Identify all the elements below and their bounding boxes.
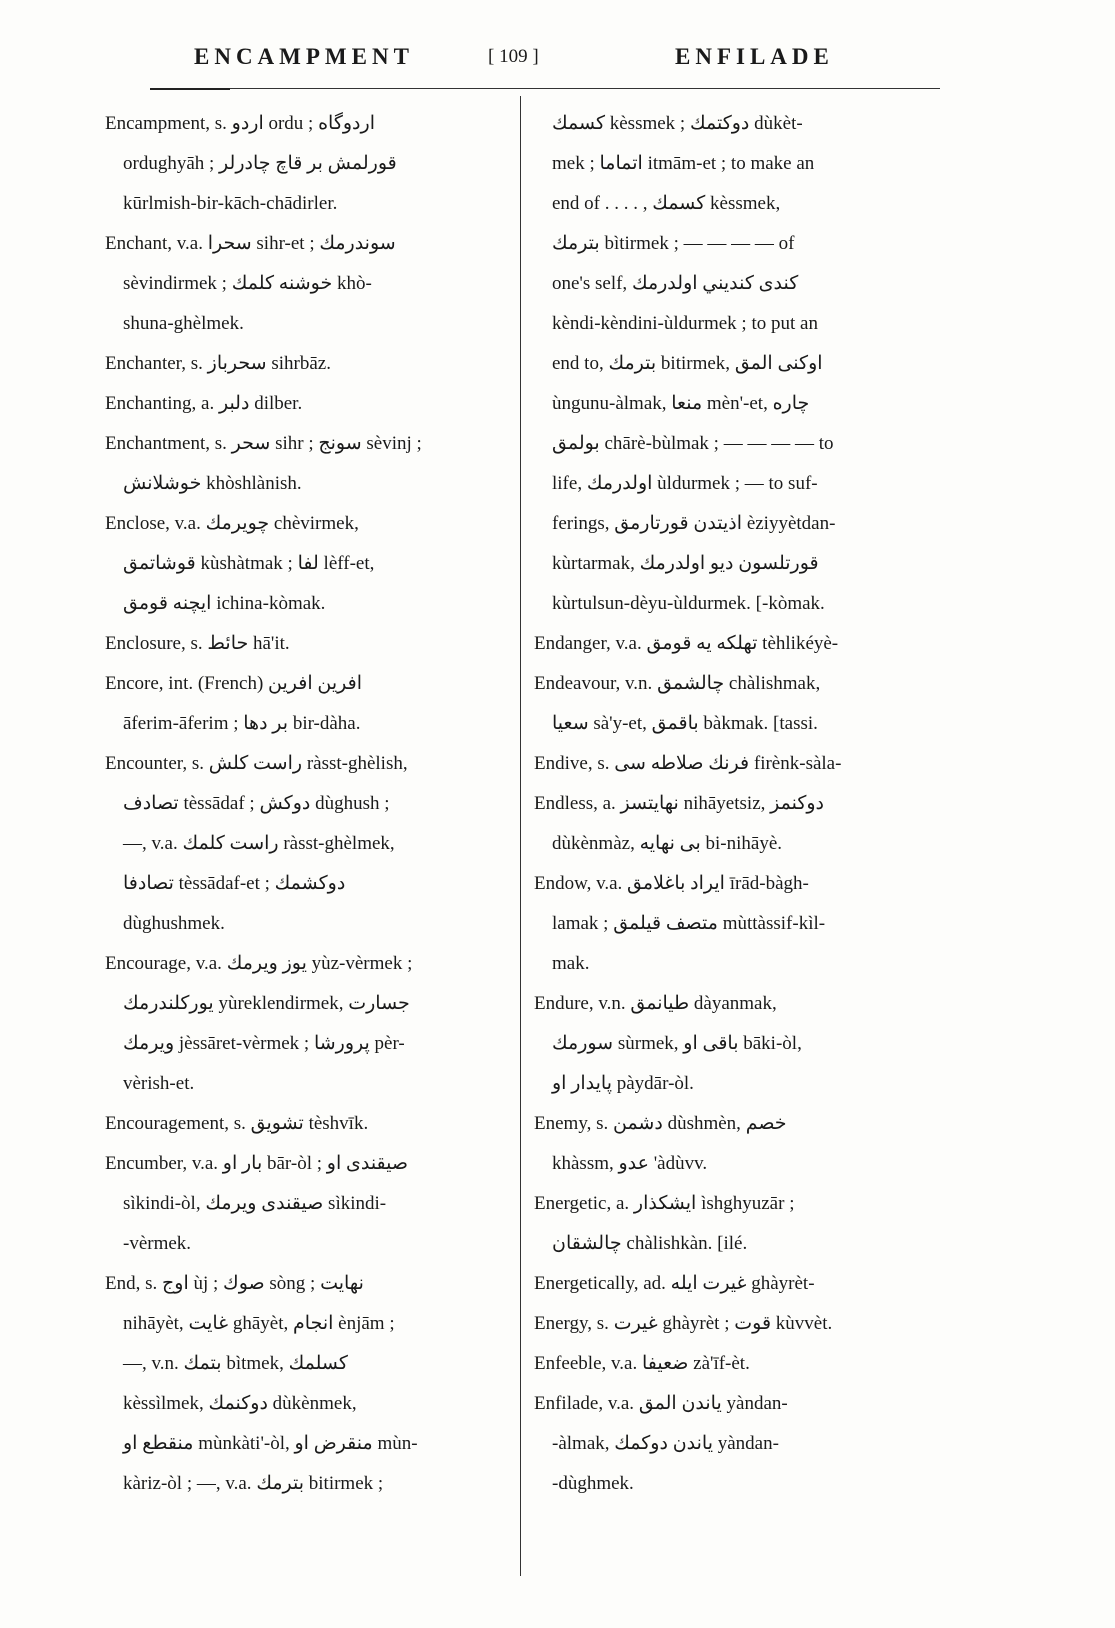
dictionary-line: ويرمك jèssāret-vèrmek ; پرورشا pèr- [123, 1033, 405, 1054]
right-column [534, 104, 944, 1504]
dictionary-line: end to, بترمك bitirmek, اوكنى المق [552, 353, 823, 374]
dictionary-line: Encouragement, s. تشويق tèshvīk. [105, 1113, 369, 1134]
header-rule [150, 88, 940, 89]
dictionary-line: Enchanter, s. سحرباز sihrbāz. [105, 353, 331, 374]
dictionary-line: Endeavour, v.n. چالشمق chàlishmak, [534, 673, 821, 694]
dictionary-line: Enchantment, s. سحر sihr ; سونج sèvinj ; [105, 433, 422, 454]
dictionary-line: āferim-āferim ; بر دها bir-dàha. [123, 713, 361, 734]
dictionary-line: life, اولدرمك ùldurmek ; — to suf- [552, 473, 818, 494]
dictionary-line: kūrlmish-bir-kāch-chādirler. [123, 193, 338, 214]
dictionary-line: kùrtulsun-dèyu-ùldurmek. [-kòmak. [552, 593, 825, 614]
dictionary-line: بولمق chārè-bùlmak ; — — — — to [552, 433, 834, 454]
dictionary-line: dùkènmàz, بى نهايه bi-nihāyè. [552, 833, 783, 854]
header-rule-accent [150, 88, 230, 90]
column-divider [520, 96, 521, 1576]
dictionary-line: Energy, s. غيرت ghàyrèt ; قوت kùvvèt. [534, 1313, 833, 1334]
dictionary-line: Energetic, a. ايشكذار ìshghyuzār ; [534, 1193, 795, 1214]
dictionary-line: —, v.n. بتمك bìtmek, كسلمك [123, 1353, 348, 1374]
dictionary-line: منقطع او mùnkàti'-òl, منقرض او mùn- [123, 1433, 418, 1454]
page-header [150, 44, 970, 80]
dictionary-line: Energetically, ad. غيرت ايله ghàyrèt- [534, 1273, 815, 1294]
dictionary-line: ùngunu-àlmak, منعا mèn'-et, چاره [552, 393, 810, 414]
dictionary-line: Enchant, v.a. سحرا sihr-et ; سوندرمك [105, 233, 396, 254]
dictionary-line: Encore, int. (French) افرين افرين [105, 673, 362, 694]
dictionary-line: kèssìlmek, دوكنمك dùkènmek, [123, 1393, 357, 1414]
dictionary-line: تصادف tèssādaf ; دوكش dùghush ; [123, 793, 390, 814]
dictionary-line: sèvindirmek ; خوشنه كلمك khò- [123, 273, 372, 294]
dictionary-line: سعيا sà'y-et, باقمق bàkmak. [tassi. [552, 713, 818, 734]
dictionary-line: dùghushmek. [123, 913, 225, 934]
dictionary-line: -àlmak, ياندن دوكمك yàndan- [552, 1433, 779, 1454]
dictionary-line: يوركلندرمك yùreklendirmek, جسارت [123, 993, 410, 1014]
dictionary-line: بترمك bìtirmek ; — — — — of [552, 233, 795, 254]
page-number: [ 109 ] [488, 46, 539, 67]
dictionary-line: Endanger, v.a. تهلكه يه قومق tèhlikéyè- [534, 633, 839, 654]
left-column [105, 104, 510, 1504]
dictionary-line: end of . . . . , كسمك kèssmek, [552, 193, 781, 214]
dictionary-line: ordughyāh ; قورلمش بر قاچ چادرلر [123, 153, 397, 174]
dictionary-line: -dùghmek. [552, 1473, 634, 1494]
dictionary-line: vèrish-et. [123, 1073, 195, 1094]
dictionary-line: تصادفا tèssādaf-et ; دوكشمك [123, 873, 346, 894]
dictionary-line: Encounter, s. راست كلش ràsst-ghèlish, [105, 753, 408, 774]
dictionary-line: Endure, v.n. طيانمق dàyanmak, [534, 993, 777, 1014]
dictionary-line: پايدار او pàydār-òl. [552, 1073, 694, 1094]
header-left-word: ENCAMPMENT [194, 44, 414, 69]
dictionary-line: سورمك sùrmek, باقى او bāki-òl, [552, 1033, 802, 1054]
dictionary-line: Enemy, s. دشمن dùshmèn, خصم [534, 1113, 787, 1134]
dictionary-line: mek ; اتماما itmām-et ; to make an [552, 153, 815, 174]
dictionary-line: kùrtarmak, قورتلسون ديو اولدرمك [552, 553, 819, 574]
dictionary-line: khàssm, عدو 'àdùvv. [552, 1153, 708, 1174]
dictionary-line: قوشاتمق kùshàtmak ; لفا lèff-et, [123, 553, 375, 574]
dictionary-line: Enfilade, v.a. ياندن المق yàndan- [534, 1393, 788, 1414]
dictionary-line: sìkindi-òl, صيقندى ويرمك sìkindi- [123, 1193, 387, 1214]
dictionary-line: shuna-ghèlmek. [123, 313, 244, 334]
dictionary-line: —, v.a. راست كلمك ràsst-ghèlmek, [123, 833, 395, 854]
dictionary-line: Enchanting, a. دلبر dilber. [105, 393, 303, 414]
dictionary-line: كسمك kèssmek ; دوكتمك dùkèt- [552, 113, 803, 134]
dictionary-line: nihāyèt, غايت ghāyèt, انجام ènjām ; [123, 1313, 395, 1334]
dictionary-line: Endow, v.a. ايراد باغلامق īrād-bàgh- [534, 873, 809, 894]
dictionary-line: ferings, اذيتدن قورتارمق èziyyètdan- [552, 513, 836, 534]
dictionary-line: Encumber, v.a. بار او bār-òl ; صيقندى او [105, 1153, 409, 1174]
dictionary-line: lamak ; متصف قيلمق mùttàssif-kìl- [552, 913, 826, 934]
dictionary-line: Endive, s. فرنك صلاطه سى firènk-sàla- [534, 753, 842, 774]
dictionary-line: Encourage, v.a. يوز ويرمك yùz-vèrmek ; [105, 953, 413, 974]
dictionary-line: mak. [552, 953, 590, 974]
dictionary-line: kèndi-kèndini-ùldurmek ; to put an [552, 313, 818, 334]
dictionary-line: Enfeeble, v.a. ضعيفا zà'īf-èt. [534, 1353, 750, 1374]
dictionary-line: ايچنه قومق ichina-kòmak. [123, 593, 326, 614]
dictionary-line: Enclosure, s. حائط hā'it. [105, 633, 290, 654]
dictionary-line: End, s. اوج ùj ; صوك sòng ; نهايت [105, 1273, 364, 1294]
dictionary-line: -vèrmek. [123, 1233, 192, 1254]
dictionary-line: one's self, كندى كنديني اولدرمك [552, 273, 799, 294]
dictionary-line: Endless, a. نهايتسز nihāyetsiz, دوكنمز [534, 793, 825, 814]
dictionary-line: Enclose, v.a. چويرمك chèvirmek, [105, 513, 359, 534]
dictionary-line: Encampment, s. اردو ordu ; اردوگاه [105, 113, 375, 134]
dictionary-line: kàriz-òl ; —, v.a. بترمك bitirmek ; [123, 1473, 384, 1494]
dictionary-line: چالشقان chàlishkàn. [ilé. [552, 1233, 748, 1254]
header-right-word: ENFILADE [675, 44, 834, 69]
dictionary-line: خوشلانش khòshlànish. [123, 473, 302, 494]
